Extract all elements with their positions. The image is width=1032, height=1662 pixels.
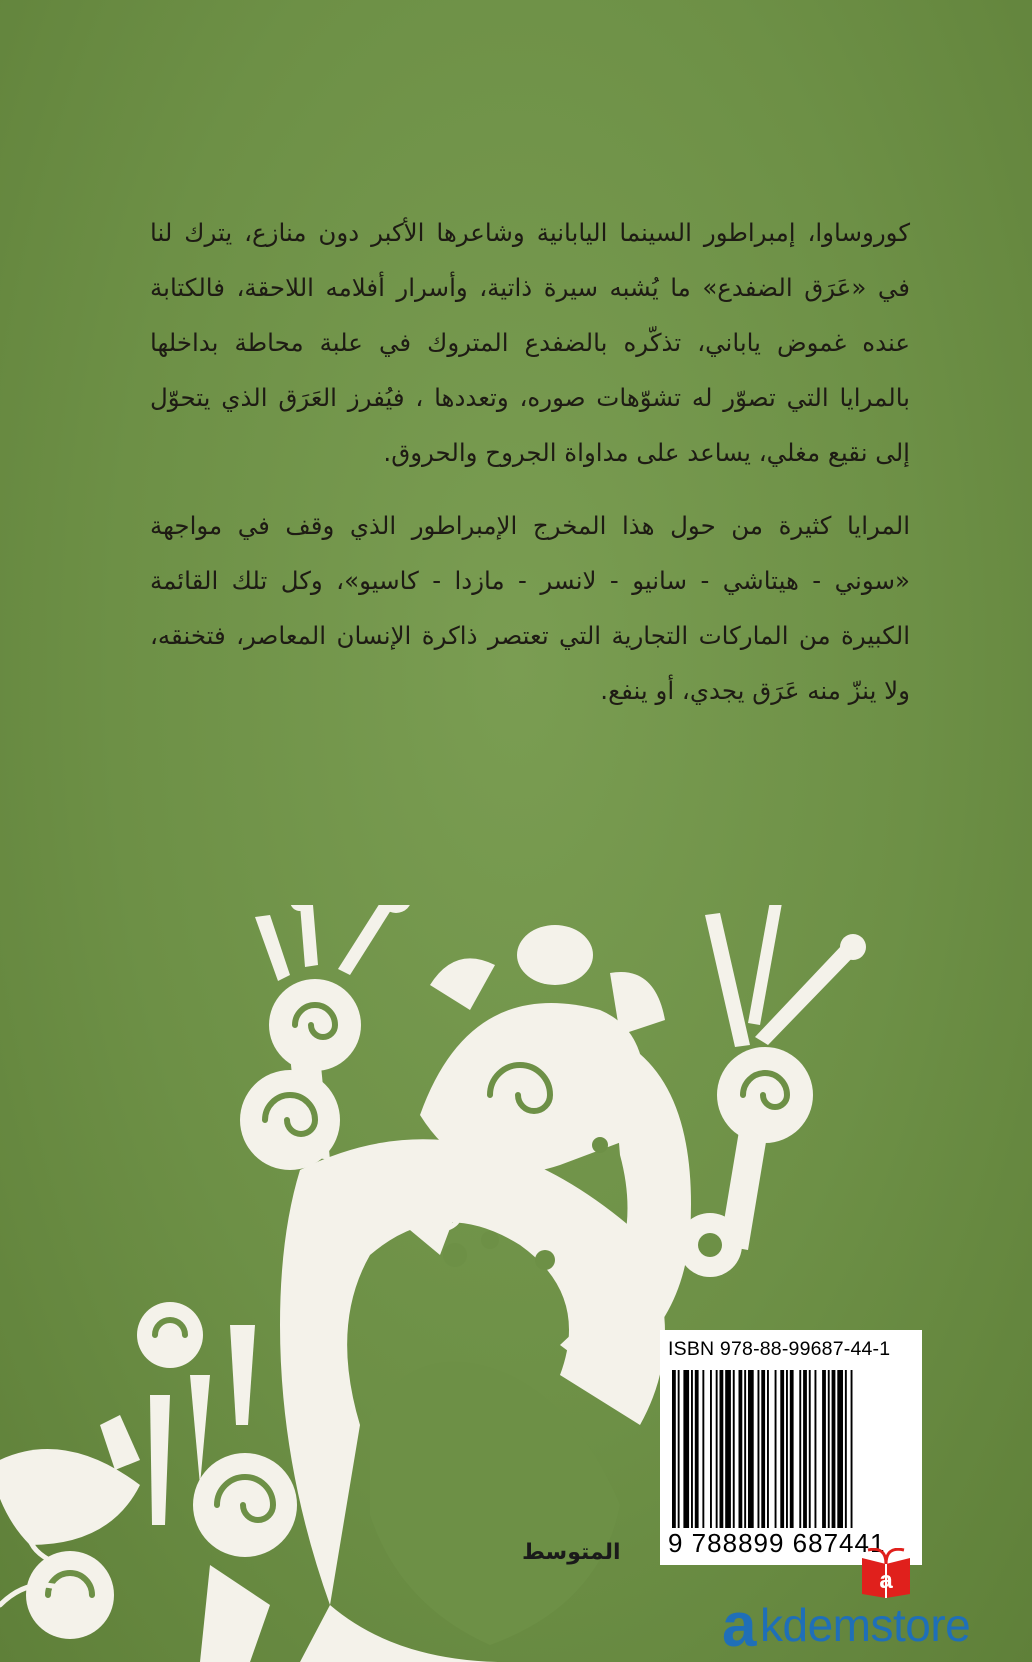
barcode-digits: 9 788899 687441 bbox=[668, 1528, 886, 1558]
blurb-paragraph-2: المرايا كثيرة من حول هذا المخرج الإمبراطور الذي وقف في مواجهة «سوني - هيتاشي - سانيو - لانسر - مازدا - كاسيو»، وكل تلك القائمة الكبيرة من الماركات التجارية التي تعتصر ذاكرة الإنسان المعاصر، فتخنقه، ولا ينزّ منه عَرَق يجدي، أو ينفع. bbox=[150, 511, 910, 705]
svg-text:a: a bbox=[879, 1567, 893, 1594]
watermark-letter: a bbox=[722, 1591, 757, 1660]
isbn-label: ISBN 978-88-99687-44-1 bbox=[668, 1338, 891, 1360]
isbn-barcode bbox=[660, 1330, 922, 1565]
watermark-text: kdemstore bbox=[760, 1599, 971, 1651]
publisher-logo: المتوسط bbox=[522, 1540, 621, 1565]
blurb-text bbox=[150, 205, 910, 736]
blurb-paragraph-1: كوروساوا، إمبراطور السينما اليابانية وشاعرها الأكبر دون منازع، يترك لنا في «عَرَق الضفدع» ما يُشبه سيرة ذاتية، وأسرار أفلامه اللاحقة، فالكتابة عنده غموض ياباني، تذكّره بالضفدع المتروك في علبة محاطة بداخلها بالمرايا التي تصوّر له تشوّهات صوره، وتعددها ، فيُفرز العَرَق الذي يتحوّل إلى نقيع مغلي، يساعد على مداواة الجروح والحروق. bbox=[150, 218, 910, 467]
book-store-icon bbox=[858, 1548, 914, 1598]
barcode-bars bbox=[672, 1370, 910, 1528]
